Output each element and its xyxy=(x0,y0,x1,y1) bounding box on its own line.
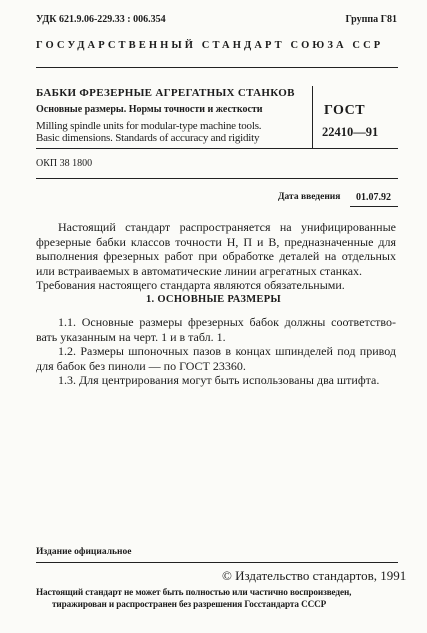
official-edition-label: Издание официальное xyxy=(36,547,132,557)
clause-line: 1.2. Размеры шпоночных пазов в концах шпинделей под привод xyxy=(58,344,396,358)
intro-line: Настоящий стандарт распространяется на унифицированные xyxy=(58,220,396,234)
clause-line: 1.1. Основные размеры фрезерных бабок должны соответство- xyxy=(58,315,396,329)
clause-line: 1.3. Для центрирования могут быть использованы два штифта. xyxy=(58,373,380,387)
intro-date-label: Дата введения xyxy=(278,192,341,202)
okp-rule xyxy=(36,178,398,179)
intro-line: фрезерные бабки классов точности Н, П и В, предназначенные для xyxy=(36,234,396,249)
group-code: Группа Г81 xyxy=(345,14,397,25)
state-standard-title: ГОСУДАРСТВЕННЫЙ СТАНДАРТ СОЮЗА ССР xyxy=(36,40,384,51)
intro-date-value: 01.07.92 xyxy=(356,192,391,203)
gost-divider xyxy=(312,86,313,148)
intro-paragraph xyxy=(36,220,396,293)
udk-code: УДК 621.9.06-229.33 : 006.354 xyxy=(36,14,166,25)
gost-label: ГОСТ xyxy=(324,103,366,118)
standard-subtitle: Основные размеры. Нормы точности и жесткости xyxy=(36,104,263,115)
clause-line: вать указанным на черт. 1 и в табл. 1. xyxy=(36,329,226,344)
footer-rule xyxy=(36,562,398,563)
english-title-line-2: Basic dimensions. Standards of accuracy and rigidity xyxy=(36,132,260,144)
clause-1-1 xyxy=(36,315,396,344)
title-bottom-rule xyxy=(36,148,398,149)
intro-line: или встраиваемых в автоматические линии агрегатных станках. xyxy=(36,263,363,278)
okp-code: ОКП 38 1800 xyxy=(36,158,93,169)
title-top-rule xyxy=(36,67,398,68)
mandatory-note: Требования настоящего стандарта являются обязательными. xyxy=(36,278,345,292)
intro-date-underline xyxy=(350,206,398,207)
clause-line: для бабок без пиноли — по ГОСТ 23360. xyxy=(36,358,246,373)
intro-line: выполнения фрезерных работ при обработке деталей на отдельных xyxy=(36,249,396,263)
section-heading: 1. ОСНОВНЫЕ РАЗМЕРЫ xyxy=(145,294,282,305)
gost-number: 22410—91 xyxy=(322,125,379,139)
reproduction-notice-line-2: тиражирован и распространен без разрешения Госстандарта СССР xyxy=(52,599,327,609)
copyright-line: © Издательство стандартов, 1991 xyxy=(222,568,407,583)
reproduction-notice-line-1: Настоящий стандарт не может быть полностью или частично воспроизведен, xyxy=(36,587,352,597)
clause-1-2 xyxy=(36,344,396,373)
clause-1-3 xyxy=(36,373,396,388)
standard-title: БАБКИ ФРЕЗЕРНЫЕ АГРЕГАТНЫХ СТАНКОВ xyxy=(36,87,295,99)
english-title-line-1: Milling spindle units for modular-type machine tools. xyxy=(36,120,262,132)
